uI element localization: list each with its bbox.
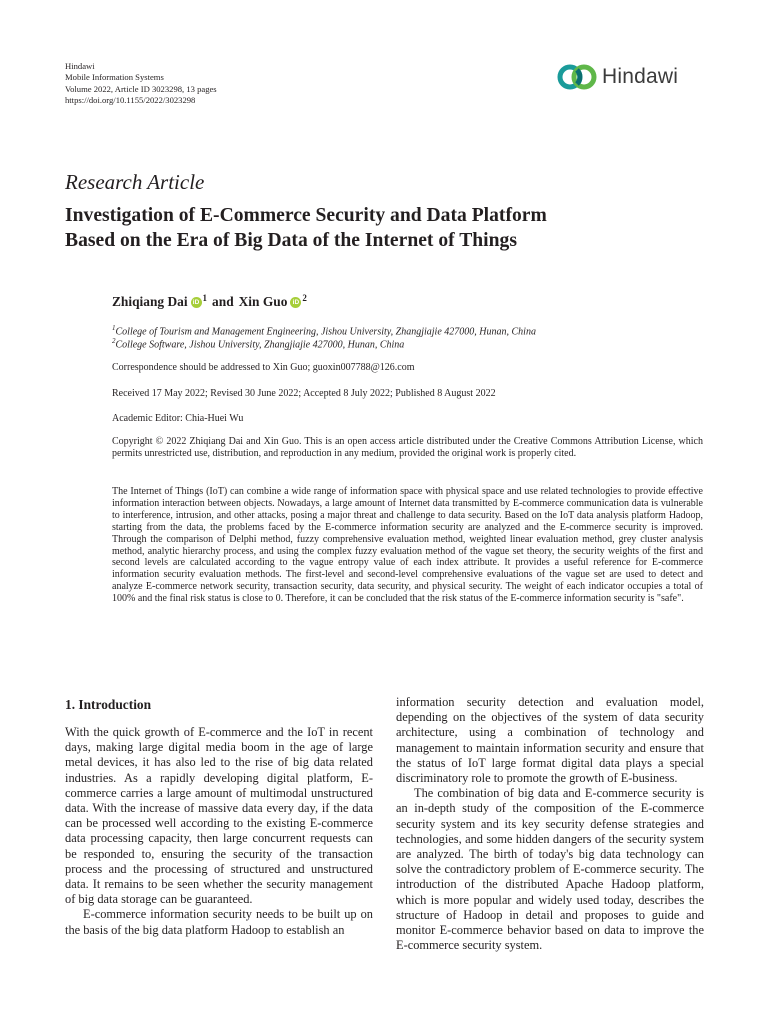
body-paragraph: With the quick growth of E-commerce and the IoT in recent days, making large digital media boom in the age of large metal devices, it has also led to the rise of big data related industries. As a rapidly developing digital platform, E-commerce carries a large amount of multimodal unstructured data. With the increase of massive data every day, if the data can be processed well according to the existing E-commerce data processing capacity, then large concurrent requests can be responded to, ensuring the security of the transaction process and the processing of structured and unstructured data. It remains to be seen whether the security management of big data storage can be guaranteed. <box>65 725 373 907</box>
affiliation <box>112 324 536 337</box>
academic-editor: Academic Editor: Chia-Huei Wu <box>112 413 244 424</box>
journal-metadata <box>65 61 217 106</box>
publication-dates: Received 17 May 2022; Revised 30 June 2022; Accepted 8 July 2022; Published 8 August 2022 <box>112 388 496 399</box>
author-affiliation-mark: 1 <box>202 293 208 303</box>
article-type: Research Article <box>65 170 205 194</box>
orcid-icon[interactable]: iD <box>191 297 202 308</box>
doi-link[interactable]: https://doi.org/10.1155/2022/3023298 <box>65 94 196 105</box>
hindawi-logo-icon <box>557 62 597 92</box>
journal-name: Mobile Information Systems <box>65 72 164 83</box>
author-list <box>112 294 307 310</box>
body-paragraph: E-commerce information security needs to be built up on the basis of the big data platform Hadoop to establish an <box>65 907 373 937</box>
publisher-name: Hindawi <box>65 61 95 71</box>
hindawi-logo-text: Hindawi <box>602 65 679 88</box>
copyright-notice: Copyright © 2022 Zhiqiang Dai and Xin Guo. This is an open access article distributed under the Creative Commons Attribution License, which permits unrestricted use, distribution, and reproduction in any medium, provided the original work is properly cited. <box>112 436 703 459</box>
abstract: The Internet of Things (IoT) can combine a wide range of information space with physical space and use related technologies to provide effective information interaction between objects. Nowadays, a large amount of Internet data transmitted by E-commerce communication data is vulnerable to interference, intrusion, and other attacks, posing a major threat and challenge to data security. Based on the IoT data analysis platform Hadoop, starting from the data, the problems faced by the E-commerce information security are analyzed and the E-commerce security is improved. Through the comparison of Delphi method, fuzzy comprehensive evaluation method, weighted linear evaluation method, grey cluster analysis method, analytic hierarchy process, and using the complex fuzzy evaluation method of the vague set theory, the security weights of the first and second levels are calculated according to the vague entropy value of each index attribute. It provides a useful reference for E-commerce information security evaluation methods. The first-level and second-level comprehensive evaluations of the vague set are used to detect and analyze E-commerce network security, transaction security, data security, and physical security. The weight of each indicator occupies a total of 100% and the final risk status is close to 0. Therefore, it can be concluded that the risk status of the E-commerce information security is "safe". <box>112 486 703 605</box>
affiliation-text: College of Tourism and Management Engineering, Jishou University, Zhangjiajie 427000, Hunan, China <box>115 326 536 338</box>
volume-line: Volume 2022, Article ID 3023298, 13 pages <box>65 83 217 94</box>
body-paragraph: information security detection and evaluation model, depending on the objectives of the system of data security architecture, using a combination of technology and management to maintain information security and ensure that the status of IoT large format digital data plays a special discriminatory role to promote the growth of E-business. <box>396 695 704 786</box>
author-name: Zhiqiang Dai <box>112 294 188 309</box>
body-column-left <box>65 725 373 938</box>
orcid-icon[interactable]: iD <box>290 297 301 308</box>
section-heading: 1. Introduction <box>65 697 152 712</box>
affiliation <box>112 337 404 350</box>
title-line: Investigation of E-Commerce Security and Data Platform <box>65 205 547 226</box>
author-name: Xin Guo <box>238 294 288 309</box>
affiliation-mark: 2 <box>112 337 116 345</box>
article-title <box>65 203 715 253</box>
title-line: Based on the Era of Big Data of the Internet of Things <box>65 230 517 251</box>
body-column-right <box>396 695 704 953</box>
author-affiliation-mark: 2 <box>302 293 307 303</box>
author-separator: and <box>212 294 234 309</box>
affiliation-mark: 1 <box>112 324 116 332</box>
body-paragraph: The combination of big data and E-commerce security is an in-depth study of the composition of the E-commerce security system and its key security defense strategies and technologies, and some hidden dangers of the security system are analyzed. The birth of today's big data technology can solve the contradictory problem of E-commerce security. The introduction of the distributed Apache Hadoop platform, which is more popular and widely used today, describes the structure of Hadoop in detail and proposes to guide and monitor E-commerce behavior based on data to improve the E-commerce security system. <box>396 786 704 953</box>
hindawi-logo <box>557 62 678 92</box>
affiliation-text: College Software, Jishou University, Zhangjiajie 427000, Hunan, China <box>115 339 405 351</box>
correspondence: Correspondence should be addressed to Xin Guo; guoxin007788@126.com <box>112 362 415 373</box>
